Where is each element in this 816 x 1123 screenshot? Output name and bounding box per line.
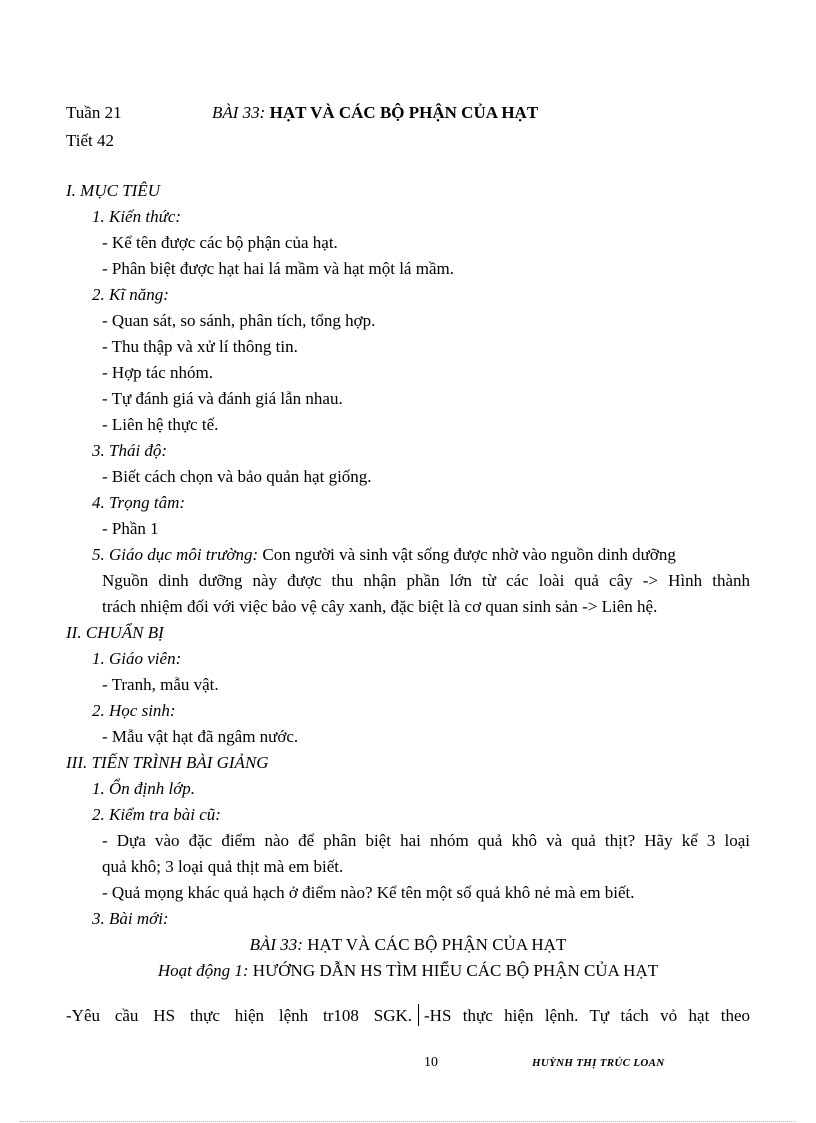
review-question-2: - Quả mọng khác quả hạch ở điểm nào? Kể tên một số quả khô nẻ mà em biết. — [102, 883, 635, 902]
table-cell-student: -HS thực hiện lệnh. Tự tách vỏ hạt theo — [424, 1006, 750, 1025]
section-preparation: II. CHUẨN BỊ — [66, 623, 164, 642]
subsection-knowledge: 1. Kiến thức: — [92, 207, 182, 226]
page-number: 10 — [424, 1055, 438, 1070]
subsection-attitude: 3. Thái độ: — [92, 441, 168, 460]
list-item: - Liên hệ thực tế. — [102, 415, 219, 434]
table-cell-teacher: -Yêu cầu HS thực hiện lệnh tr108 SGK. — [66, 1006, 412, 1025]
list-item: - Hợp tác nhóm. — [102, 363, 213, 382]
list-item: - Quan sát, so sánh, phân tích, tổng hợp. — [102, 311, 376, 330]
environment-text-3: trách nhiệm đối với việc bảo vệ cây xanh, đặc biệt là cơ quan sinh sản -> Liên hệ. — [102, 597, 658, 616]
subsection-class-order: 1. Ổn định lớp. — [92, 779, 196, 798]
subsection-teacher: 1. Giáo viên: — [92, 649, 182, 668]
subsection-new-lesson: 3. Bài mới: — [92, 909, 169, 928]
list-item: - Kể tên được các bộ phận của hạt. — [102, 233, 338, 252]
author-name: HUỲNH THỊ TRÚC LOAN — [532, 1057, 665, 1069]
center-lesson-prefix: BÀI 33: — [249, 935, 303, 954]
environment-text-1: Con người và sinh vật sống được nhờ vào nguồn dinh dưỡng — [262, 545, 676, 564]
environment-education-line — [92, 545, 676, 565]
subsection-environment: 5. Giáo dục môi trường: — [92, 545, 259, 564]
environment-text-2: Nguồn dinh dưỡng này được thu nhận phần lớn từ các loài quả cây -> Hình thành — [102, 571, 750, 590]
section-objectives: I. MỤC TIÊU — [66, 181, 160, 200]
center-lesson-heading — [0, 935, 816, 955]
review-question-1b: quả khô; 3 loại quả thịt mà em biết. — [102, 857, 344, 876]
section-procedure: III. TIẾN TRÌNH BÀI GIẢNG — [66, 753, 269, 772]
subsection-skills: 2. Kĩ năng: — [92, 285, 169, 304]
subsection-student: 2. Học sinh: — [92, 701, 176, 720]
activity-title: HƯỚNG DẪN HS TÌM HIỂU CÁC BỘ PHẬN CỦA HẠT — [252, 961, 659, 980]
list-item: - Thu thập và xử lí thông tin. — [102, 337, 298, 356]
table-divider — [418, 1004, 419, 1026]
list-item: - Biết cách chọn và bảo quản hạt giống. — [102, 467, 372, 486]
subsection-review: 2. Kiểm tra bài cũ: — [92, 805, 221, 824]
center-lesson-title: HẠT VÀ CÁC BỘ PHẬN CỦA HẠT — [307, 935, 567, 954]
page-bottom-divider — [20, 1121, 796, 1122]
period-label: Tiết 42 — [66, 131, 115, 150]
subsection-focus: 4. Trọng tâm: — [92, 493, 186, 512]
lesson-heading — [212, 103, 538, 123]
lesson-prefix: BÀI 33: — [212, 103, 266, 122]
list-item: - Mẫu vật hạt đã ngâm nước. — [102, 727, 299, 746]
list-item: - Phân biệt được hạt hai lá mầm và hạt một lá mầm. — [102, 259, 454, 278]
list-item: - Phần 1 — [102, 519, 159, 538]
review-question-1a: - Dựa vào đặc điểm nào để phân biệt hai nhóm quả khô và quả thịt? Hãy kể 3 loại — [102, 831, 750, 850]
list-item: - Tự đánh giá và đánh giá lẫn nhau. — [102, 389, 343, 408]
list-item: - Tranh, mẫu vật. — [102, 675, 219, 694]
lesson-title: HẠT VÀ CÁC BỘ PHẬN CỦA HẠT — [269, 103, 539, 122]
week-label: Tuần 21 — [66, 103, 122, 122]
activity-prefix: Hoạt động 1: — [157, 961, 249, 980]
activity-heading — [0, 961, 816, 981]
